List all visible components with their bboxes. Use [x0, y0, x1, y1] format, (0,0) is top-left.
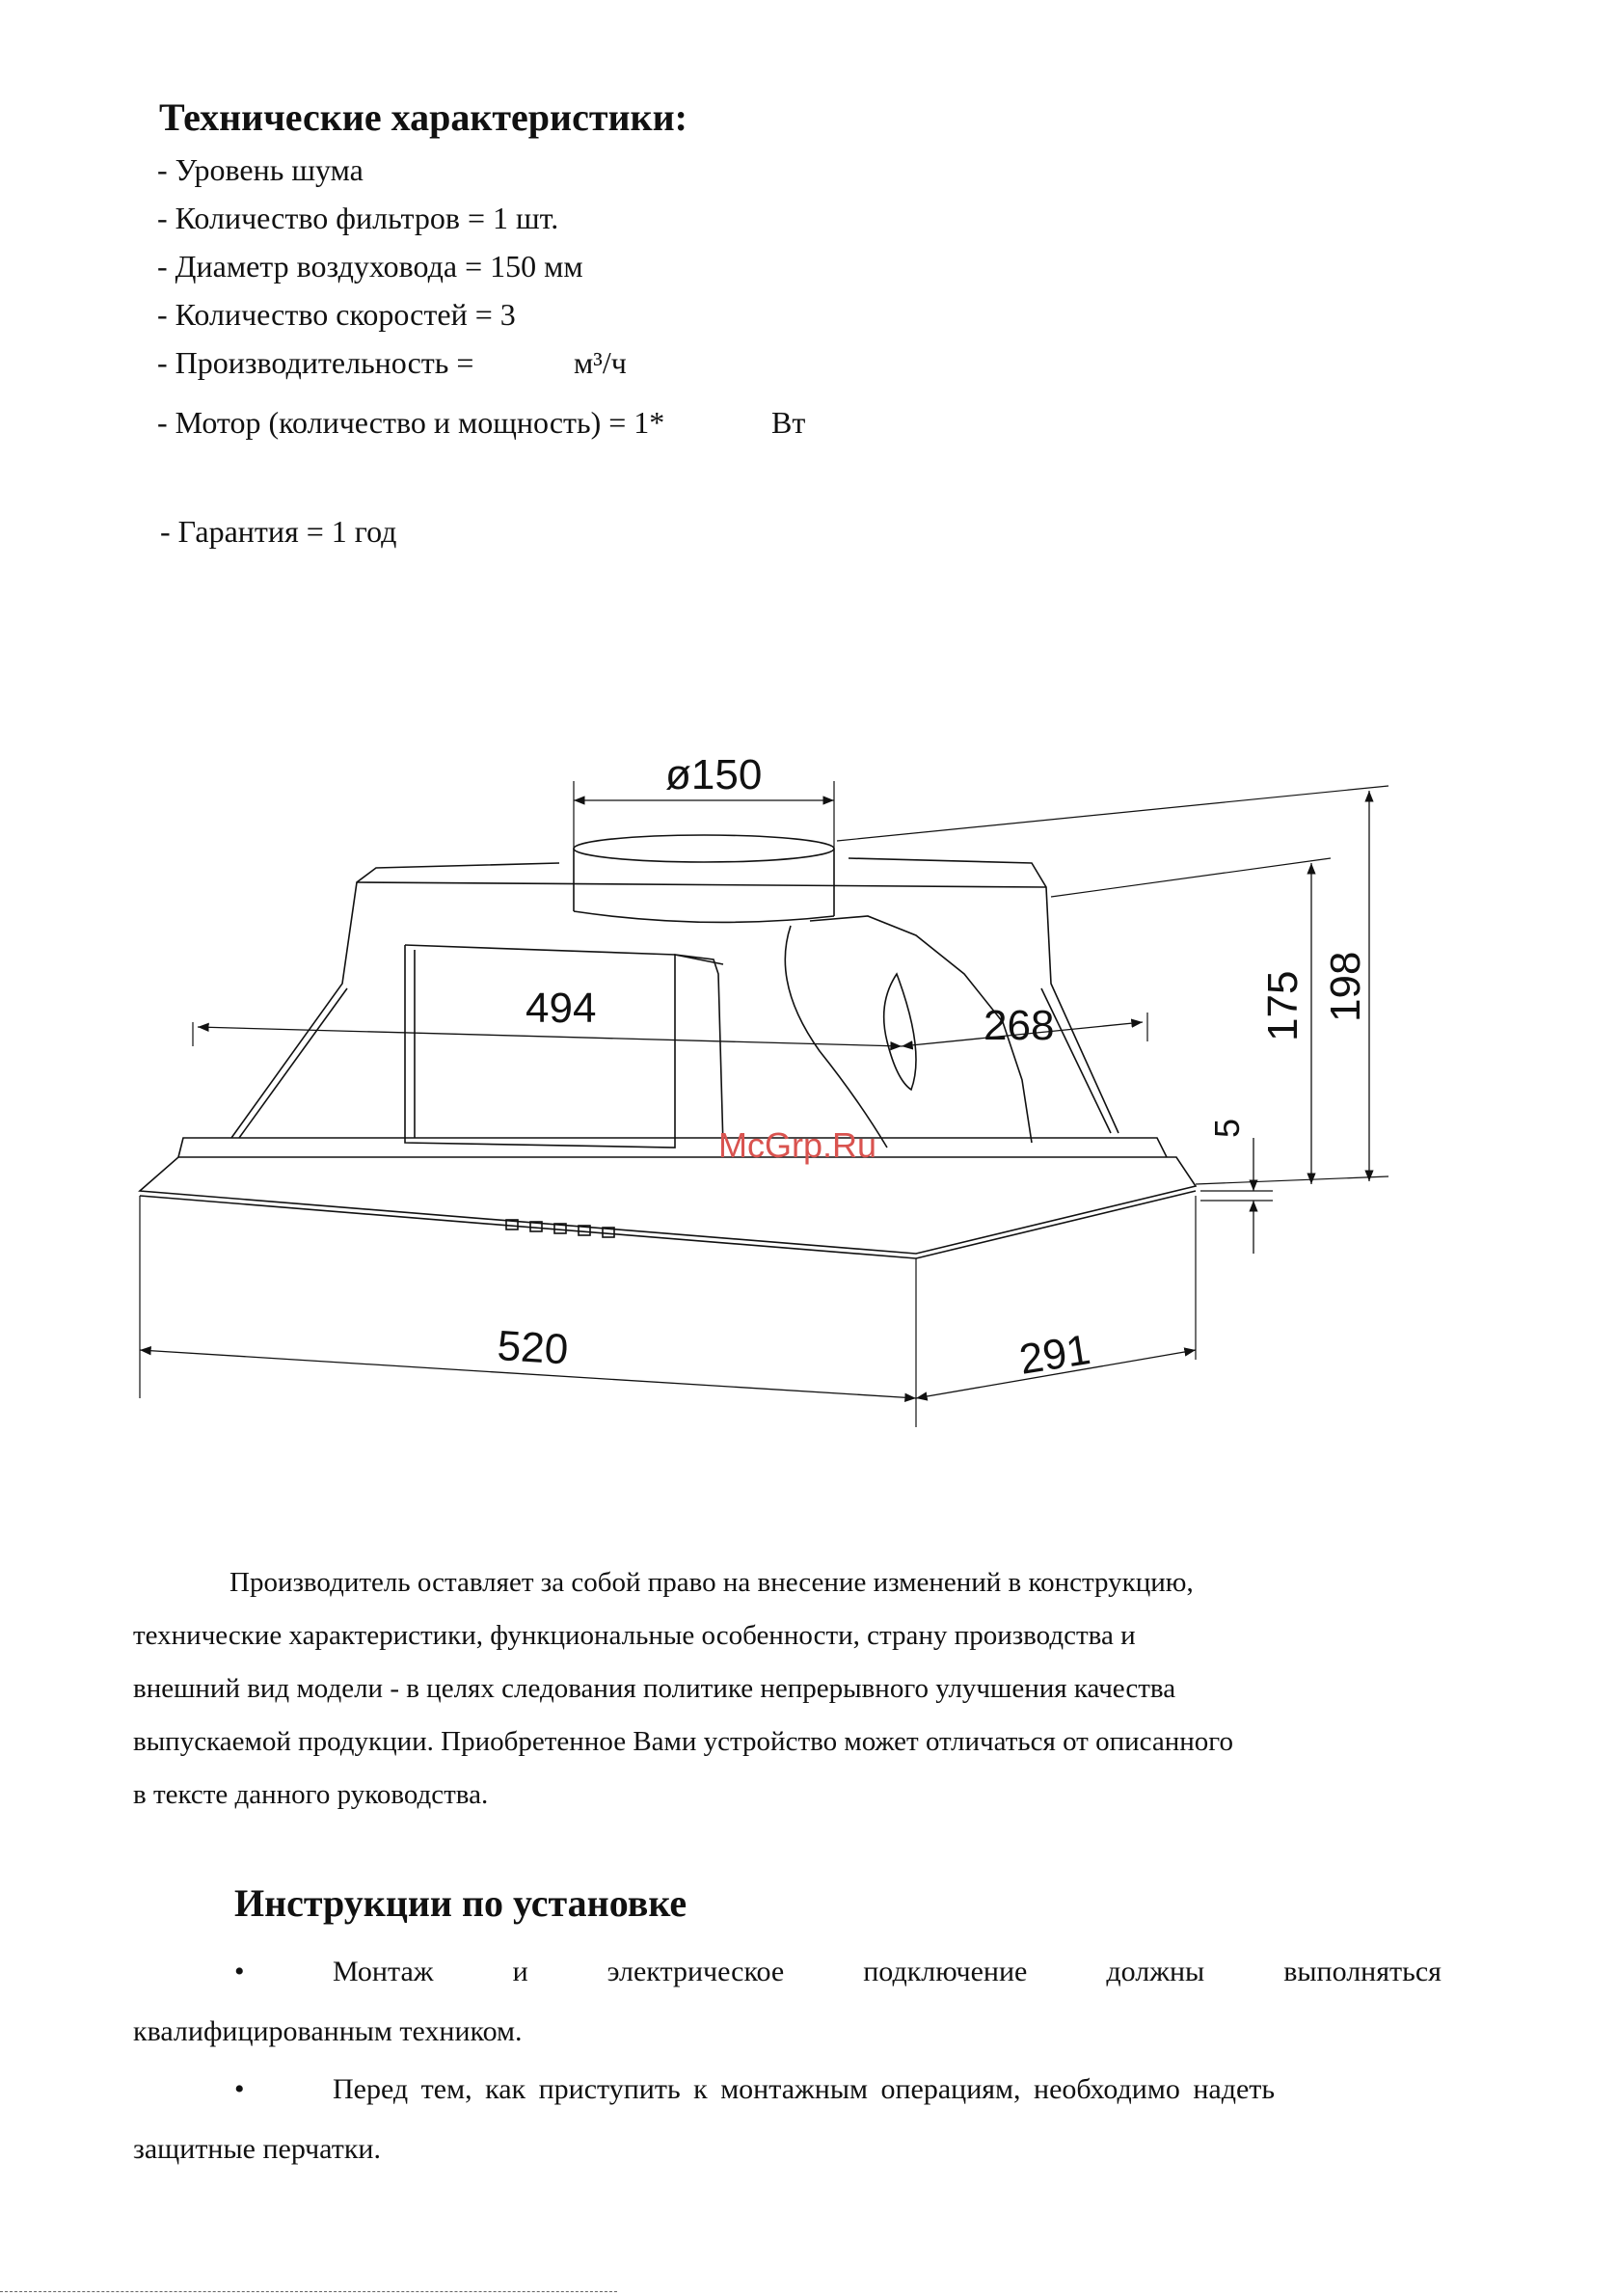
spec-speeds: - Количество скоростей = 3 — [157, 297, 516, 332]
spec-capacity-unit: м³/ч — [574, 345, 627, 380]
install-item-1-cont: квалифицированным техником. — [133, 2015, 523, 2047]
disclaimer-line-2: технические характеристики, функциональные особенности, страну производства и — [133, 1620, 1136, 1651]
spec-capacity: - Производительность = — [157, 345, 474, 380]
install-item-1-word: электрическое — [606, 1956, 785, 1987]
watermark: McGrp.Ru — [718, 1125, 877, 1165]
footer-rule — [0, 2291, 617, 2292]
spec-warranty: - Гарантия = 1 год — [160, 514, 397, 549]
spec-noise: - Уровень шума — [157, 152, 364, 187]
dim-height-175: 175 — [1259, 970, 1307, 1041]
install-title: Инструкции по установке — [234, 1881, 687, 1925]
spec-motor-unit: Вт — [771, 405, 806, 440]
install-item-2-line: Перед тем, как приступить к монтажным операциям, необходимо надеть — [333, 2073, 1276, 2105]
extension-lines — [140, 781, 1388, 1427]
disclaimer-line-4: выпускаемой продукции. Приобретенное Вами устройство может отличаться от описанного — [133, 1726, 1233, 1757]
disclaimer-line-1: Производитель оставляет за собой право на внесение изменений в конструкцию, — [229, 1567, 1194, 1598]
dim-width-268: 268 — [984, 1002, 1055, 1049]
install-item-1-word: выполняться — [1283, 1956, 1442, 1987]
install-item-2-cont: защитные перчатки. — [133, 2133, 381, 2165]
dim-duct-diameter: ø150 — [665, 751, 763, 798]
install-item-1-line — [333, 1956, 1442, 1988]
dim-width-291: 291 — [1015, 1325, 1094, 1384]
spec-motor: - Мотор (количество и мощность) = 1* — [157, 405, 665, 440]
install-item-1-word: должны — [1106, 1956, 1205, 1987]
install-bullet-2: • — [234, 2073, 245, 2105]
dim-length-520: 520 — [496, 1322, 570, 1374]
spec-duct-diameter: - Диаметр воздуховода = 150 мм — [157, 249, 583, 284]
install-bullet-1: • — [234, 1956, 245, 1987]
dim-depth-494: 494 — [526, 985, 597, 1032]
hood-dimension-drawing — [0, 733, 1617, 1466]
disclaimer-line-3: внешний вид модели - в целях следования политике непрерывного улучшения качества — [133, 1673, 1176, 1704]
dimension-lines — [140, 791, 1369, 1398]
dim-frame-5: 5 — [1207, 1118, 1247, 1138]
dim-height-198: 198 — [1322, 951, 1369, 1022]
disclaimer-line-5: в тексте данного руководства. — [133, 1779, 489, 1810]
specs-title: Технические характеристики: — [159, 95, 687, 139]
install-item-1-word: и — [512, 1956, 528, 1987]
install-item-1-word: Монтаж — [333, 1956, 434, 1987]
install-item-1-word: подключение — [863, 1956, 1028, 1987]
spec-filters: - Количество фильтров = 1 шт. — [157, 201, 559, 235]
